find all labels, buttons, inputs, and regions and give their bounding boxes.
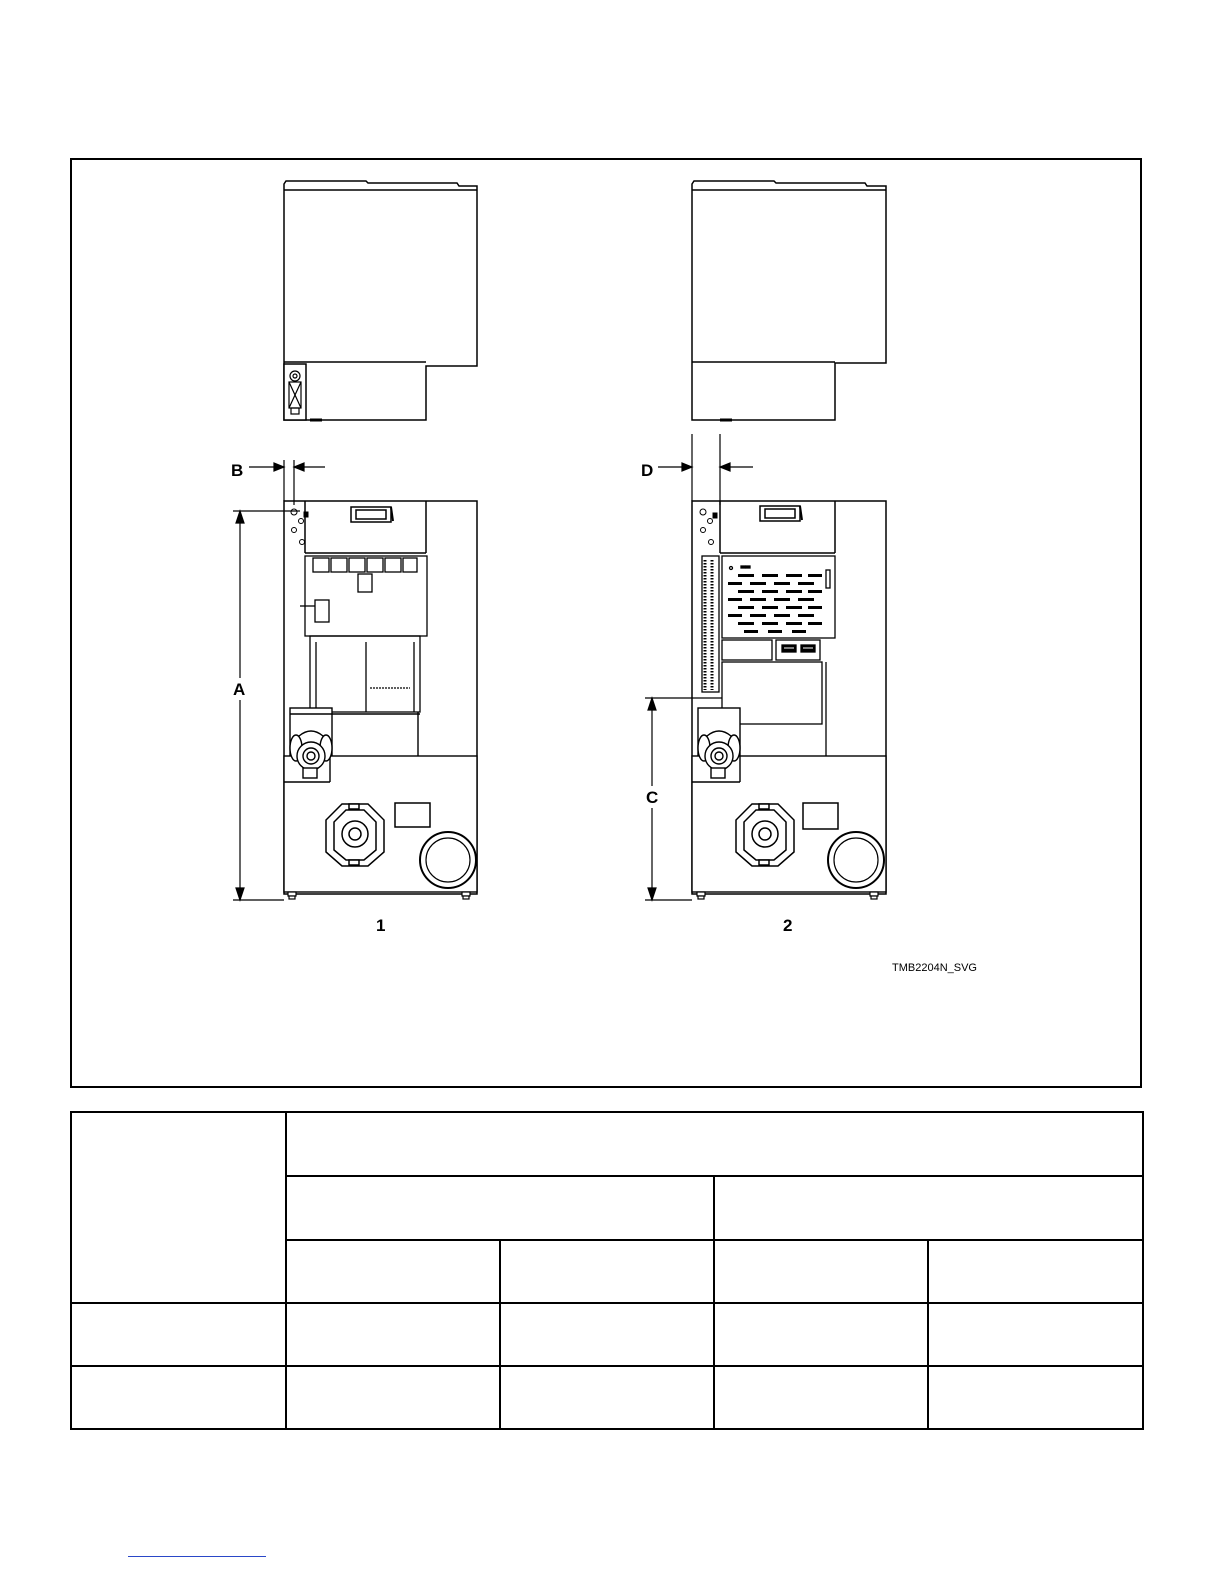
dimension-label-a: A bbox=[233, 680, 246, 699]
table-cell bbox=[500, 1366, 714, 1429]
view-1-top-outline bbox=[284, 181, 477, 420]
view-label-2: 2 bbox=[783, 916, 793, 935]
table-group-header-cell bbox=[714, 1176, 1143, 1240]
view-1-flue bbox=[420, 832, 476, 888]
dimension-label-d: D bbox=[641, 461, 654, 480]
table-header-row bbox=[71, 1112, 1143, 1176]
view-2-control-board bbox=[722, 556, 835, 638]
table-cell bbox=[286, 1303, 500, 1366]
table-column-header-cell bbox=[286, 1240, 500, 1303]
table-column-header-cell bbox=[928, 1240, 1143, 1303]
table-cell bbox=[714, 1366, 928, 1429]
view-2-flue bbox=[828, 832, 884, 888]
table-row-label-cell bbox=[71, 1366, 286, 1429]
table-group-header-cell bbox=[286, 1176, 714, 1240]
table-corner-cell bbox=[71, 1112, 286, 1303]
table-cell bbox=[500, 1303, 714, 1366]
dimension-label-c: C bbox=[646, 788, 659, 807]
footer-link[interactable] bbox=[128, 1556, 266, 1557]
view-2-vent-strip bbox=[702, 556, 719, 692]
image-code: TMB2204N_SVG bbox=[892, 962, 977, 974]
table-cell bbox=[928, 1366, 1143, 1429]
view-2-top-outline bbox=[692, 181, 886, 420]
table-row bbox=[71, 1366, 1143, 1429]
table-row-label-cell bbox=[71, 1303, 286, 1366]
table-row bbox=[71, 1303, 1143, 1366]
view-label-1: 1 bbox=[376, 916, 386, 935]
table-header-cell bbox=[286, 1112, 1143, 1176]
table-cell bbox=[714, 1303, 928, 1366]
table-column-header-cell bbox=[714, 1240, 928, 1303]
table-cell bbox=[286, 1366, 500, 1429]
dimension-label-b: B bbox=[231, 461, 244, 480]
table-column-header-cell bbox=[500, 1240, 714, 1303]
table-cell bbox=[928, 1303, 1143, 1366]
spec-table bbox=[70, 1111, 1144, 1430]
